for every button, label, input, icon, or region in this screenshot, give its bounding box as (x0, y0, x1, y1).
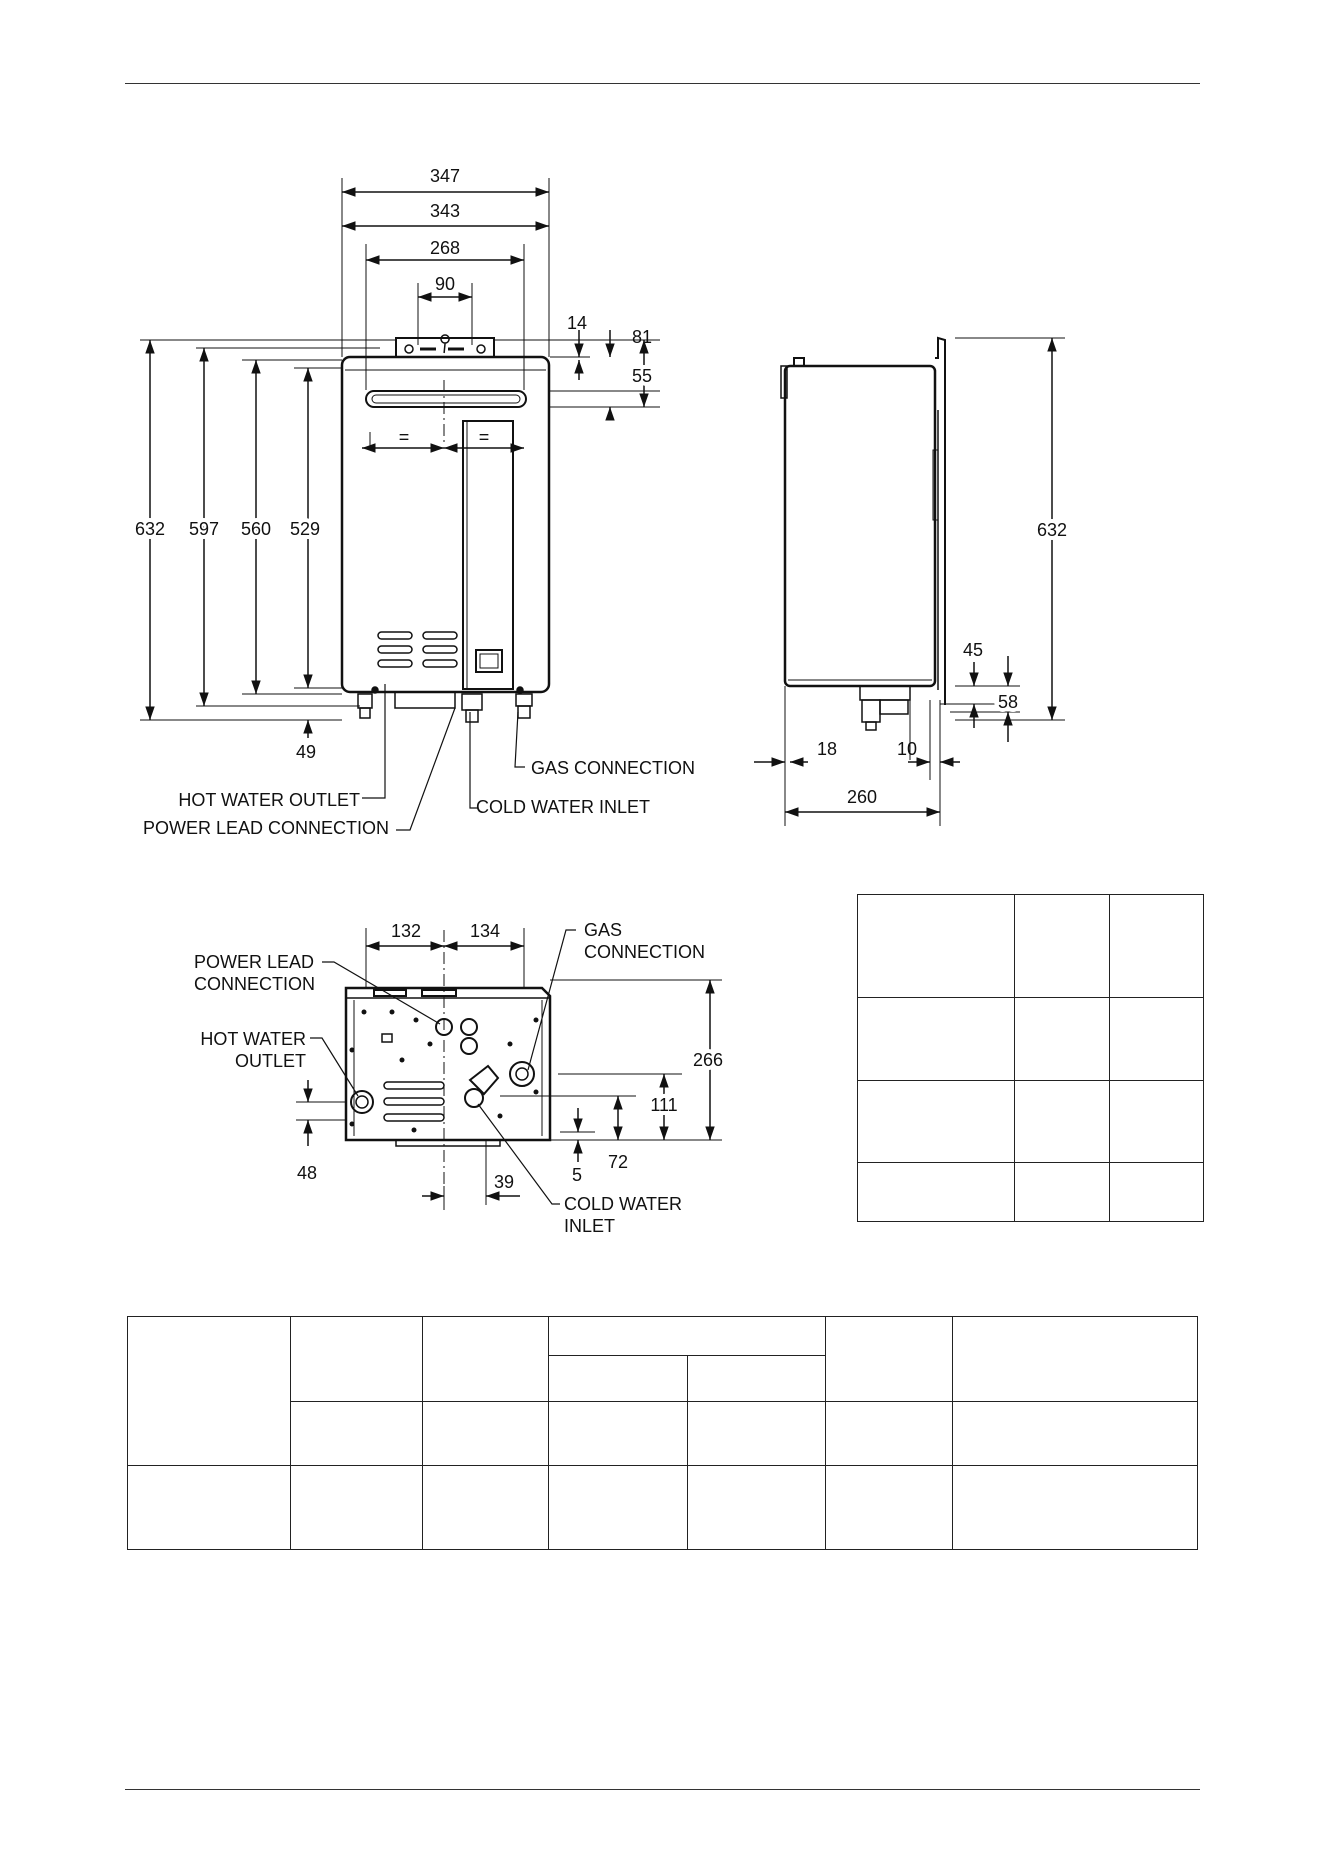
specs-table-cell (826, 1402, 953, 1466)
dim-632-side: 632 (1036, 520, 1068, 540)
dim-18: 18 (816, 739, 838, 759)
front-view-text (135, 166, 695, 838)
specs-table-cell (549, 1317, 826, 1356)
specs-table (127, 1316, 1198, 1550)
small-table-cell (1110, 1163, 1204, 1222)
label-hot-water-1: HOT WATER (200, 1029, 306, 1049)
small-table-row (858, 1081, 1204, 1163)
dim-eq-left: = (398, 427, 410, 447)
specs-table-cell (687, 1466, 825, 1550)
bottom-view-text (194, 920, 723, 1236)
label-gas-1: GAS (584, 920, 623, 940)
label-gas-2: CONNECTION (584, 942, 705, 962)
label-hot-water-2: OUTLET (234, 1051, 306, 1071)
specs-table-cell (422, 1466, 549, 1550)
small-table-cell (858, 1081, 1015, 1163)
dim-55: 55 (631, 366, 653, 386)
dim-39: 39 (493, 1172, 515, 1192)
dim-5: 5 (571, 1165, 583, 1185)
dim-632-front: 632 (134, 519, 166, 539)
dim-560: 560 (240, 519, 272, 539)
small-table-cell (1110, 895, 1204, 998)
specs-table-cell (291, 1317, 423, 1402)
side-body (785, 366, 935, 686)
small-table (857, 894, 1204, 1222)
label-power-lead-2: CONNECTION (194, 974, 315, 994)
dim-58: 58 (997, 692, 1019, 712)
small-table-cell (1015, 895, 1110, 998)
specs-table-cell (826, 1317, 953, 1402)
small-table-cell (1015, 1163, 1110, 1222)
dim-81: 81 (631, 327, 653, 347)
dim-90: 90 (434, 274, 456, 294)
bottom-body (346, 988, 550, 1140)
small-table-cell (1110, 998, 1204, 1081)
dim-48: 48 (296, 1163, 318, 1183)
label-cold-water-1: COLD WATER (564, 1194, 683, 1214)
small-table-cell (858, 998, 1015, 1081)
side-view-text (817, 520, 1067, 807)
label-power-lead-connection: POWER LEAD CONNECTION (142, 818, 389, 838)
dim-10: 10 (896, 739, 918, 759)
specs-table-cell (826, 1466, 953, 1550)
small-table-cell (858, 1163, 1015, 1222)
dim-343: 343 (429, 201, 461, 221)
specs-table-cell (549, 1402, 687, 1466)
specs-table-cell (291, 1466, 423, 1550)
small-table-row (858, 998, 1204, 1081)
dim-14: 14 (566, 313, 588, 333)
dim-45: 45 (962, 640, 984, 660)
dim-529: 529 (289, 519, 321, 539)
specs-table-cell (422, 1317, 549, 1402)
specs-table-cell (128, 1466, 291, 1550)
specs-table-cell (549, 1356, 687, 1402)
dim-597: 597 (188, 519, 220, 539)
specs-table-cell (952, 1402, 1197, 1466)
dim-268: 268 (429, 238, 461, 258)
specs-table-cell (291, 1402, 423, 1466)
specs-table-cell (952, 1466, 1197, 1550)
front-panel (463, 421, 513, 689)
dim-134: 134 (469, 921, 501, 941)
dim-347: 347 (429, 166, 461, 186)
small-table-cell (858, 895, 1015, 998)
front-view (140, 178, 660, 830)
specs-table-cell (422, 1402, 549, 1466)
specs-table-cell (549, 1466, 687, 1550)
small-table-row (858, 1163, 1204, 1222)
label-cold-water-inlet: COLD WATER INLET (476, 797, 651, 817)
small-table-row (858, 895, 1204, 998)
dim-132: 132 (390, 921, 422, 941)
specs-table-cell (128, 1317, 291, 1466)
dim-266: 266 (692, 1050, 724, 1070)
specs-table-cell (687, 1356, 825, 1402)
dim-eq-right: = (478, 427, 490, 447)
label-cold-water-2: INLET (564, 1216, 616, 1236)
specs-table-cell (687, 1402, 825, 1466)
small-table-cell (1015, 1081, 1110, 1163)
dim-72: 72 (607, 1152, 629, 1172)
label-power-lead-1: POWER LEAD (194, 952, 315, 972)
dim-111: 111 (650, 1095, 678, 1115)
specs-table-cell (952, 1317, 1197, 1402)
small-table-cell (1110, 1081, 1204, 1163)
label-gas-connection: GAS CONNECTION (531, 758, 696, 778)
dim-260: 260 (846, 787, 878, 807)
vents (378, 632, 457, 667)
dim-49: 49 (295, 742, 317, 762)
label-hot-water-outlet: HOT WATER OUTLET (178, 790, 360, 810)
small-table-cell (1015, 998, 1110, 1081)
specs-table-row (128, 1466, 1198, 1550)
top-slot (366, 391, 526, 407)
specs-table-row (128, 1317, 1198, 1356)
bottom-view (296, 928, 722, 1210)
